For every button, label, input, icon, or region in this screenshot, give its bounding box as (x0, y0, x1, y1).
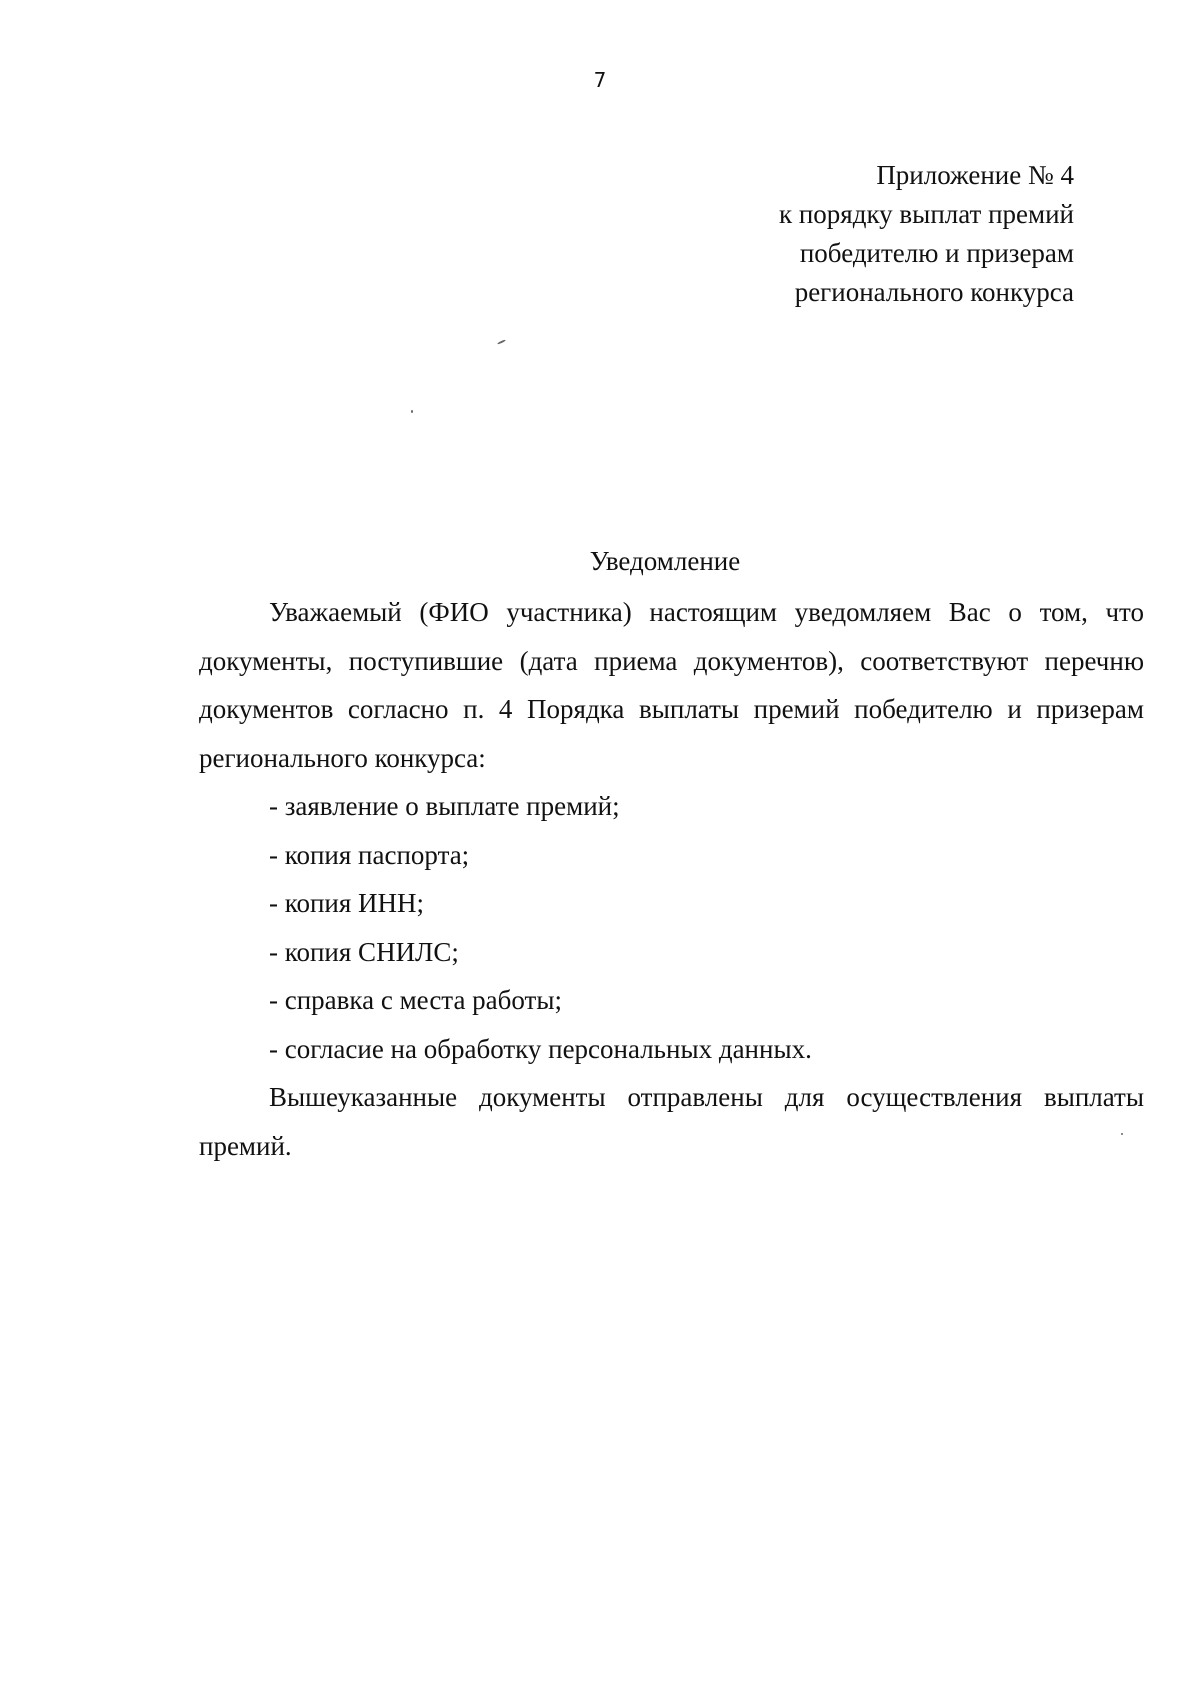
list-item: - согласие на обработку персональных данных. (269, 1033, 812, 1064)
list-item: - справка с места работы; (269, 985, 562, 1015)
scan-speck (411, 410, 413, 413)
page-number: 7 (593, 68, 607, 92)
appendix-line: Приложение № 4 (876, 160, 1074, 190)
notice-body (199, 588, 1144, 1170)
appendix-line: к порядку выплат премий (778, 199, 1074, 229)
notice-title: Уведомление (589, 546, 741, 576)
appendix-line: регионального конкурса (794, 277, 1074, 307)
notice-closing-paragraph: Вышеуказанные документы отправлены для осуществления выплаты премий. (199, 1082, 1144, 1161)
notice-intro-paragraph: Уважаемый (ФИО участника) настоящим уведомляем Вас о том, что документы, поступившие (дата приема документов), соответствуют перечню документов согласно п. 4 Порядка выплаты премий победителю и призерам регионального конкурса: (199, 597, 1144, 773)
list-item: - копия паспорта; (269, 839, 470, 870)
list-item: - копия СНИЛС; (269, 936, 459, 967)
appendix-header (474, 156, 1074, 312)
list-item: - заявление о выплате премий; (269, 791, 620, 821)
list-item: - копия ИНН; (269, 888, 425, 918)
scan-speck (497, 339, 506, 345)
document-list (199, 782, 1144, 1073)
appendix-line: победителю и призерам (799, 238, 1074, 268)
